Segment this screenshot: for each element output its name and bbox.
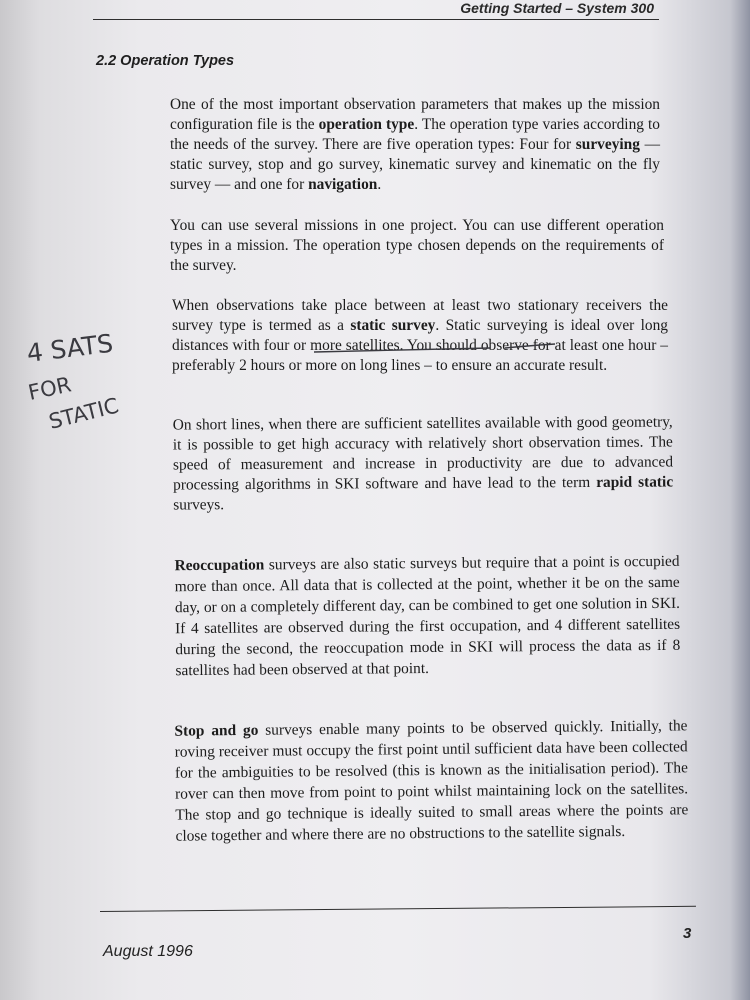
paragraph-rapid-static: On short lines, when there are sufficient satellites available with good geometry, it is possible to get high accuracy with relatively short observation times. The speed of measurement and increase in productivity are due to advanced processing algorithms in SKI software and have lead to the term rapid static surveys. [172,413,674,514]
term-surveying: surveying [575,136,640,153]
footer-rule [100,906,696,912]
handwritten-margin-note [18,326,168,436]
running-header: Getting Started – System 300 [460,0,654,16]
term-reoccupation: Reoccupation [174,556,265,575]
handwritten-line-2: FOR [26,372,74,405]
term-navigation: navigation [308,176,378,193]
page-number: 3 [683,925,692,942]
footer-date: August 1996 [103,943,193,960]
paragraph-stop-and-go: Stop and go surveys enable many points to be observed quickly. Initially, the roving receiver must occupy the first point until sufficient data have been collected for the ambiguities to be resolved (this is known as the initialisation period). The rover can then move from point to point whilst maintaining lock on the satellites. The stop and go technique is ideally suited to small areas where the points are close together and where there are no obstructions to the satellite signals. [174,717,689,845]
handwritten-line-1: 4 SATS [25,328,115,368]
term-rapid-static: rapid static [596,473,674,491]
handwritten-line-3: STATIC [46,393,122,434]
paragraph-reoccupation: Reoccupation surveys are also static surveys but require that a point is occupied more than once. All data that is collected at the point, whether it be on the same day, or on a completely different day, can be combined to get one solution in SKI. If 4 satellites are observed during the first occupation, and 4 different satellites during the second, the reoccupation mode in SKI will process the data as if 8 satellites had been observed at that point. [174,552,681,680]
paragraph-missions: You can use several missions in one project. You can use different operation types in a mission. The operation type chosen depends on the requirements of the survey. [170,217,664,274]
paragraph-static-survey: When observations take place between at least two stationary receivers the survey type is termed as a static survey. Static surveying is ideal over long distances with four or more satellites. You should observe for at least one hour – preferably 2 hours or more on long lines – to ensure an accurate result. [172,297,668,374]
header-rule [93,19,659,20]
term-stop-and-go: Stop and go [174,721,259,740]
term-operation-type: operation type [318,116,415,133]
handwritten-underline [300,334,560,358]
paragraph-operation-type: One of the most important observation parameters that makes up the mission configuration file is the operation type. The operation type varies according to the needs of the survey. There are five operation types: Four for surveying — static survey, stop and go survey, kinematic survey and kinematic on the fly survey — and one for navigation. [170,96,660,193]
term-static-survey: static survey [350,317,436,334]
section-title: 2.2 Operation Types [96,53,235,69]
